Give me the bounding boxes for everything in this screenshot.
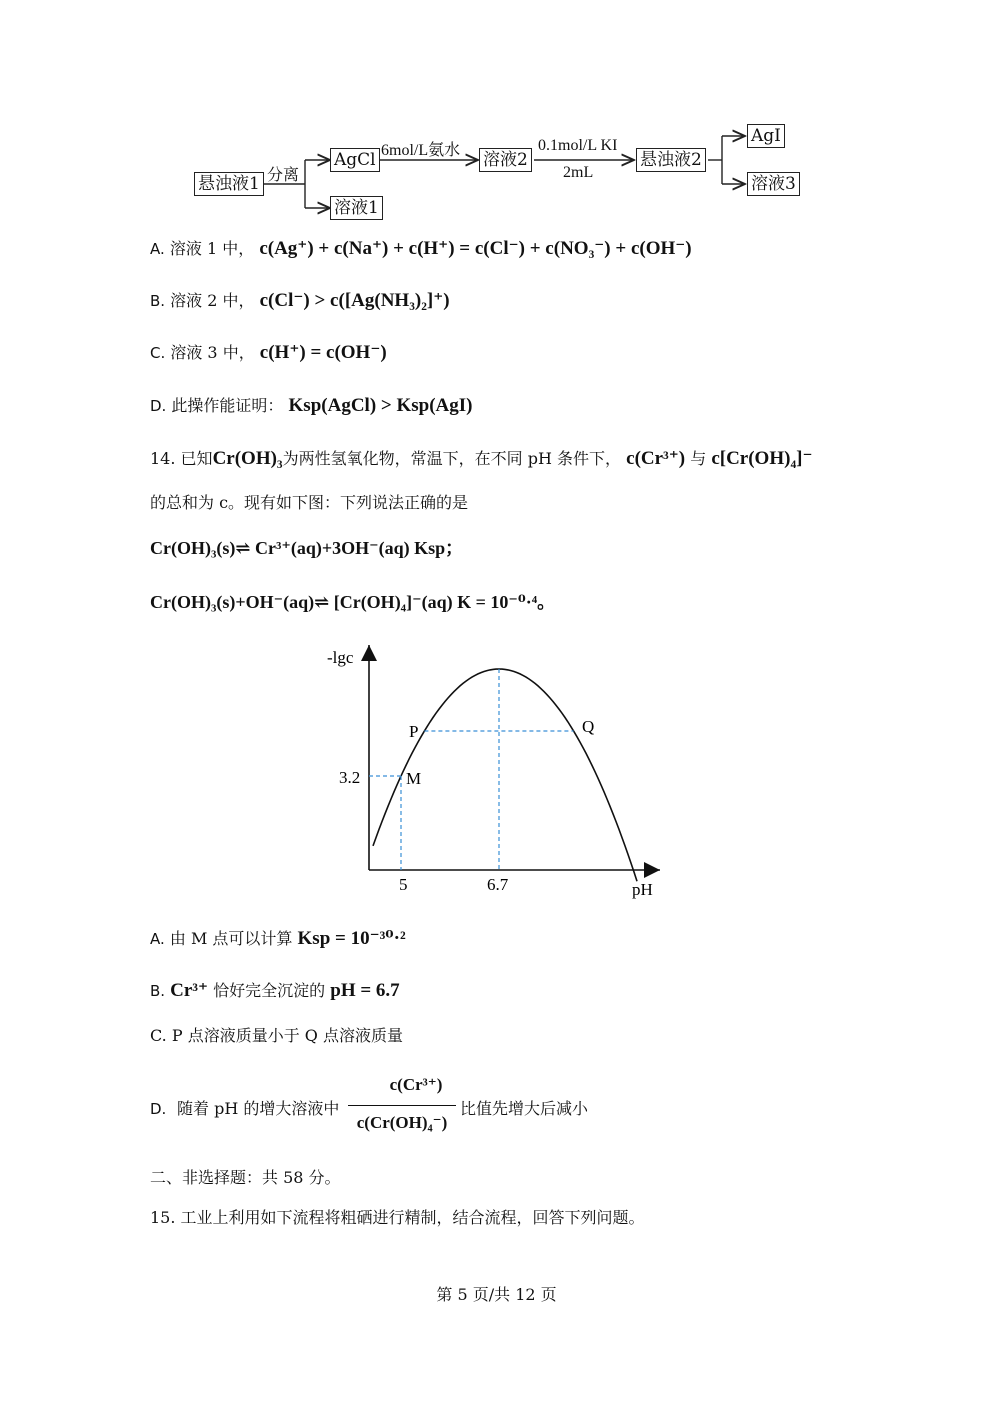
solution2-box: 溶液2 xyxy=(479,148,532,172)
ratio-bar xyxy=(348,1105,456,1106)
q13-option-b: B. 溶液 2 中， c(Cl⁻) > c([Ag(NH₃)₂]⁺) xyxy=(150,290,450,311)
section-heading: 二、非选择题：共 58 分。 xyxy=(150,1168,341,1187)
option-c-formula: c(H⁺) = c(OH⁻) xyxy=(259,342,387,363)
option-b-formula: c(Cl⁻) > c([Ag(NH₃)₂]⁺) xyxy=(259,290,450,311)
q14-equation-2: Cr(OH)₃(s)+OH⁻(aq)⇌ [Cr(OH)₄]⁻(aq) K = 10⁻⁰·⁴。 xyxy=(150,592,556,612)
option-d-formula: Ksp(AgCl) > Ksp(AgI) xyxy=(288,395,473,416)
q13-option-d: D. 此操作能证明： Ksp(AgCl) > Ksp(AgI) xyxy=(150,395,473,416)
q14-stem-line2: 的总和为 c。现有如下图：下列说法正确的是 xyxy=(150,493,469,512)
separate-label: 分离 xyxy=(267,167,300,184)
volume-label: 2mL xyxy=(563,164,594,181)
q13-option-c: C. 溶液 3 中， c(H⁺) = c(OH⁻) xyxy=(150,342,387,363)
ratio-numerator: c(Cr³⁺) xyxy=(389,1075,443,1094)
q14-equation-1: Cr(OH)₃(s)⇌ Cr³⁺(aq)+3OH⁻(aq) Ksp； xyxy=(150,538,464,558)
solution3-box: 溶液3 xyxy=(747,172,800,196)
suspension2-box: 悬浊液2 xyxy=(636,148,706,172)
q14-option-c: C. P 点溶液质量小于 Q 点溶液质量 xyxy=(150,1026,403,1045)
ki-label: 0.1mol/L KI xyxy=(538,137,618,154)
solution1-box: 溶液1 xyxy=(330,196,383,220)
agcl-box: AgCl xyxy=(330,148,380,172)
q14-option-b: B. Cr³⁺ 恰好完全沉淀的 pH = 6.7 xyxy=(150,980,400,1001)
x-tick-6-7: 6.7 xyxy=(487,875,509,894)
suspension1-box: 悬浊液1 xyxy=(194,172,264,196)
guide-lines xyxy=(369,669,574,870)
q14-stem: 14. 已知Cr(OH)₃为两性氢氧化物，常温下，在不同 pH 条件下， c(Cr³⁺) 与 c[Cr(OH)₄]⁻ xyxy=(150,448,813,469)
ratio-denominator: c(Cr(OH)₄⁻) xyxy=(356,1113,448,1132)
q14-option-a: A. 由 M 点可以计算 Ksp = 10⁻³⁰·² xyxy=(150,928,406,949)
q15-stem: 15. 工业上利用如下流程将粗硒进行精制，结合流程，回答下列问题。 xyxy=(150,1208,645,1227)
option-a-formula: c(Ag⁺) + c(Na⁺) + c(H⁺) = c(Cl⁻) + c(NO₃⁻) + c(OH⁻) xyxy=(259,238,692,259)
x-tick-5: 5 xyxy=(399,875,408,894)
y-tick-3-2: 3.2 xyxy=(339,768,361,787)
ammonia-label: 6mol/L氨水 xyxy=(381,142,461,159)
q13-option-a: A. 溶液 1 中， c(Ag⁺) + c(Na⁺) + c(H⁺) = c(Cl⁻) + c(NO₃⁻) + c(OH⁻) xyxy=(150,238,692,259)
point-q-label: Q xyxy=(582,717,595,736)
point-m-label: M xyxy=(406,769,422,788)
page-footer: 第 5 页/共 12 页 xyxy=(436,1285,557,1304)
y-axis-label: -lgc xyxy=(327,648,354,667)
agi-box: AgI xyxy=(747,124,785,148)
x-axis-label: pH xyxy=(632,880,653,899)
point-p-label: P xyxy=(409,722,419,741)
